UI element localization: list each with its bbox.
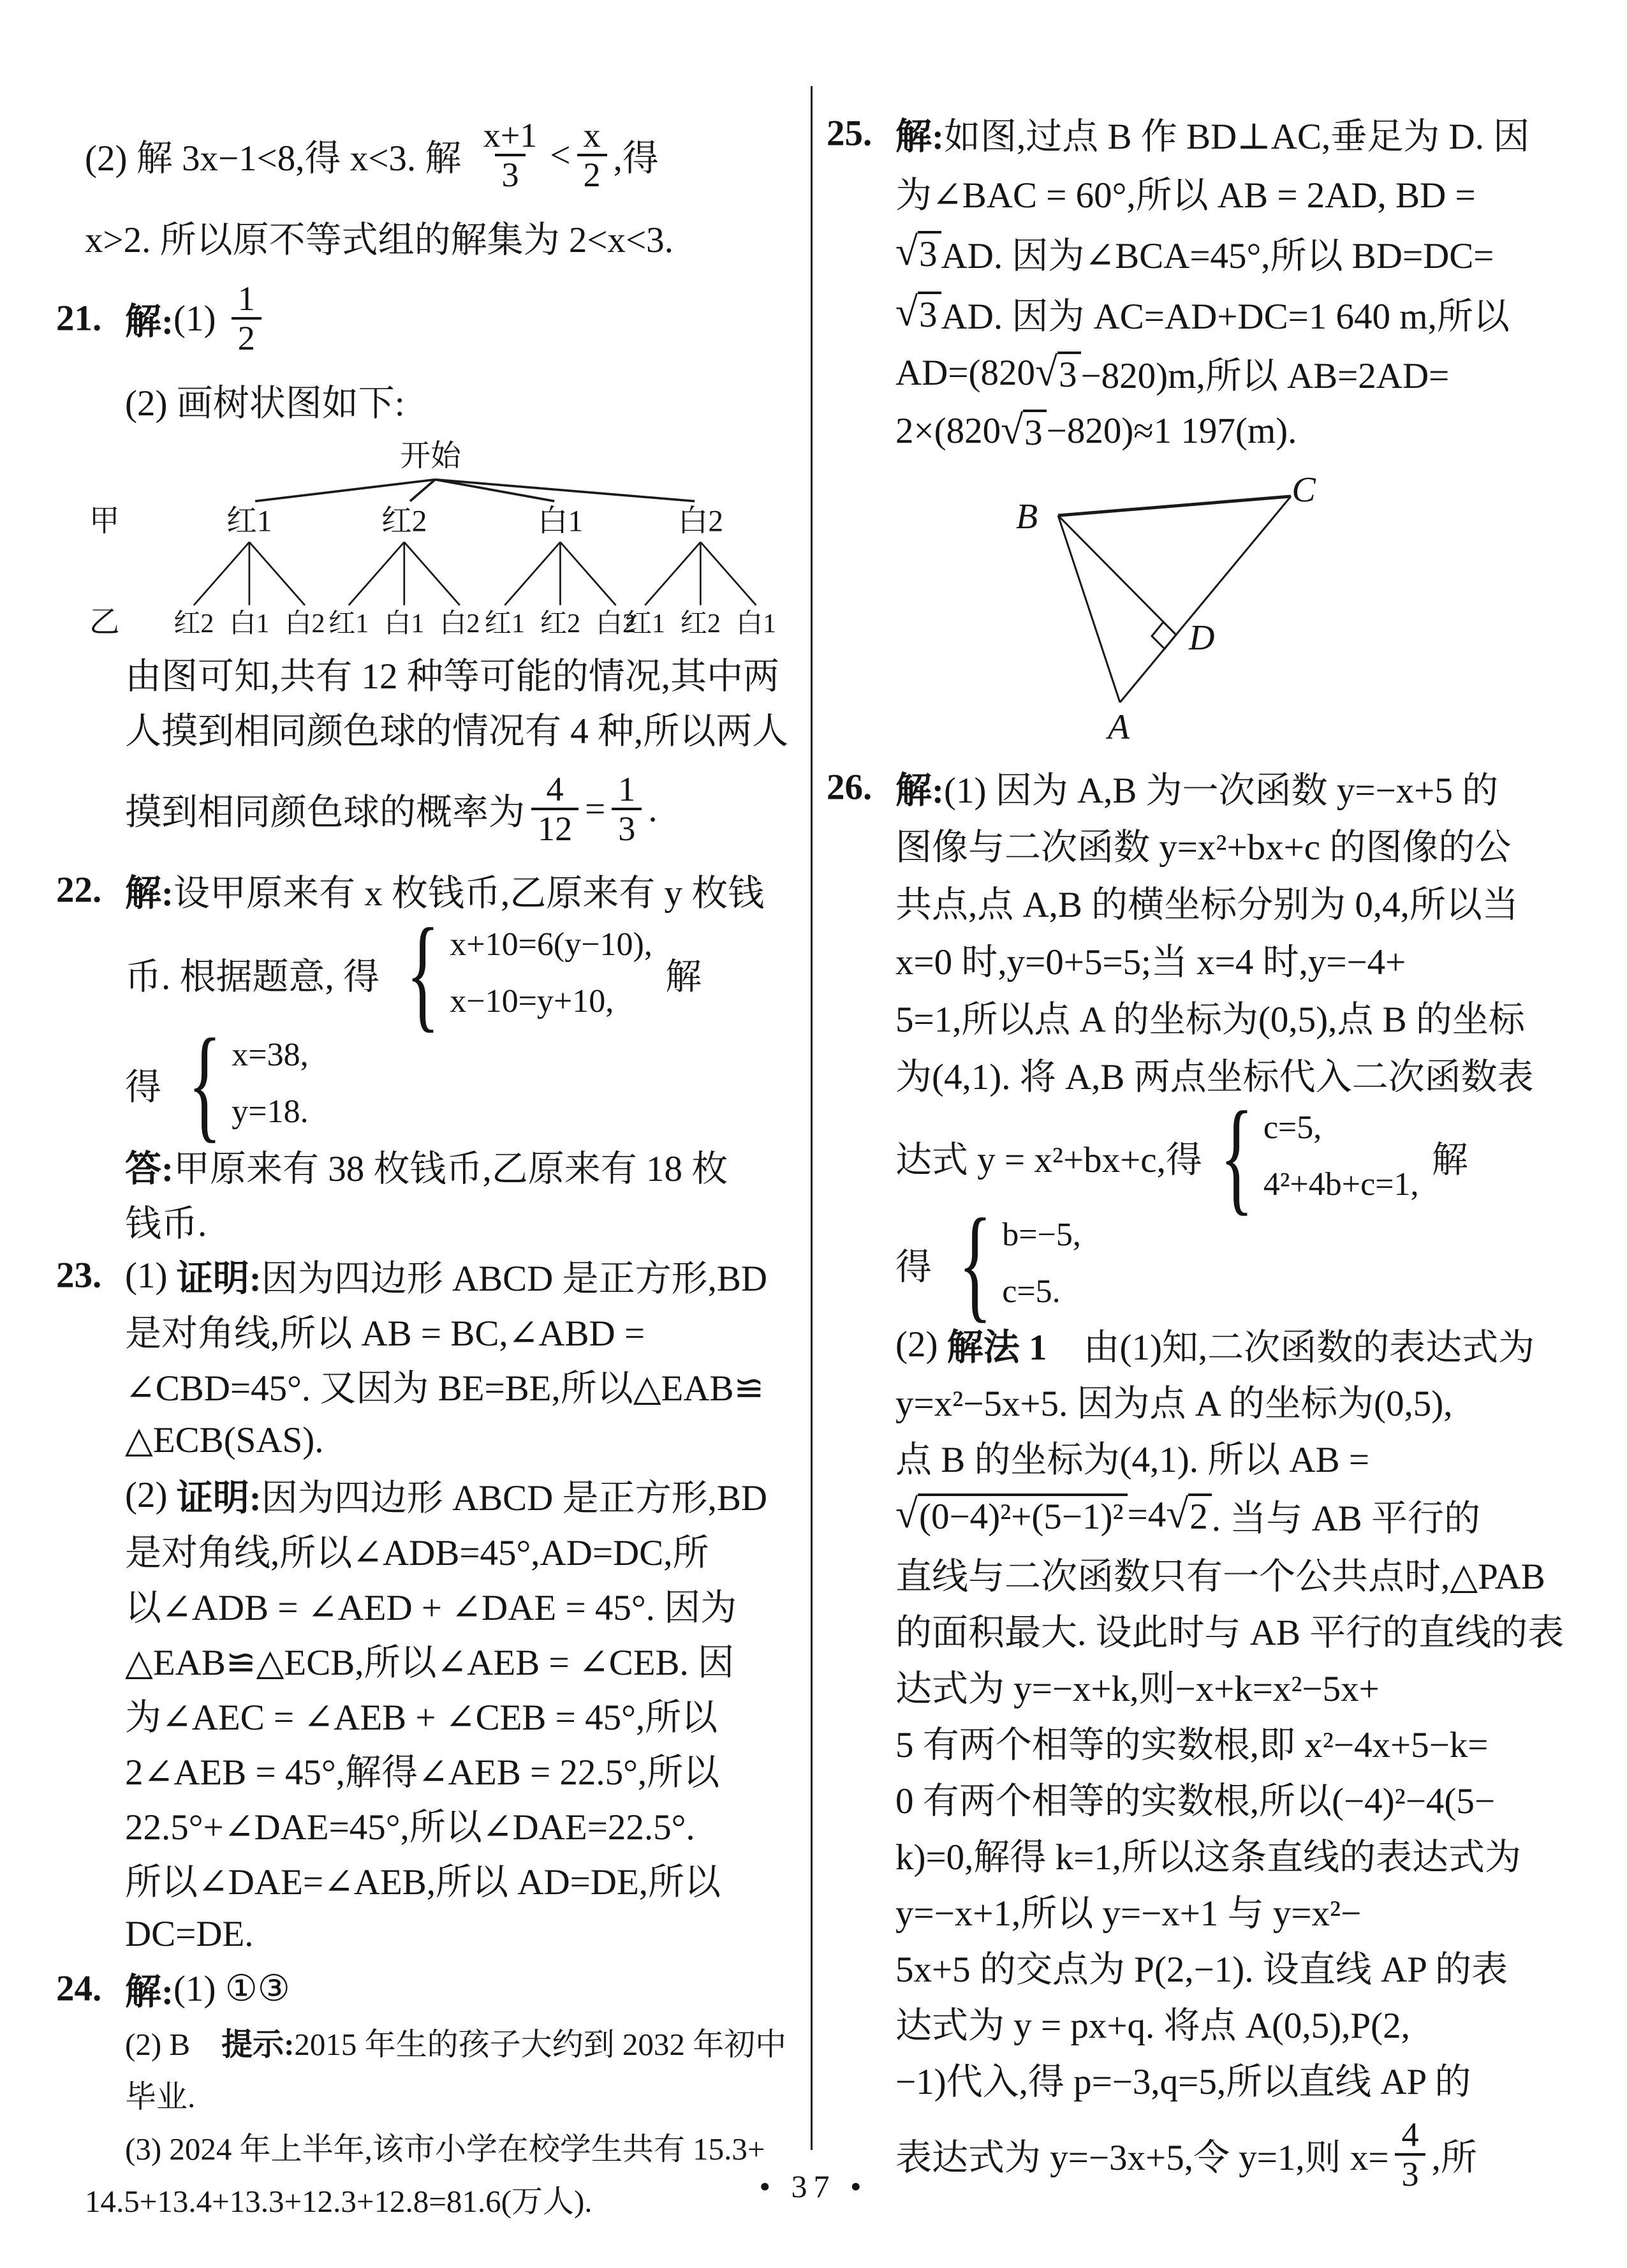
line-content [125, 1194, 207, 1247]
line-content [895, 346, 1449, 399]
text-run: (1) ①③ [173, 1969, 290, 2009]
line-content [125, 864, 764, 916]
line-content [895, 1547, 1545, 1599]
line-content [125, 903, 702, 1044]
text-line [56, 1906, 797, 1961]
equation-row: y=18. [232, 1093, 309, 1130]
curly-brace: { [1219, 1086, 1254, 1227]
bold-label: 解: [125, 1972, 173, 2012]
column-divider [811, 86, 813, 2150]
item-number: 26. [827, 767, 872, 808]
text-line [56, 1193, 797, 1248]
text-line [56, 209, 797, 264]
radicand: (0−4)²+(5−1)² [918, 1493, 1128, 1536]
text-run: 是对角线,所以∠ADB=45°,AD=DC,所 [125, 1533, 709, 1573]
text-run: 表达式为 y=−3x+5,令 y=1,则 x= [895, 2138, 1389, 2178]
svg-text:红2: 红2 [540, 608, 581, 639]
text-line [56, 373, 797, 427]
bold-label: 解: [895, 117, 944, 157]
text-run: x=0 时,y=0+5=5;当 x=4 时,y=−4+ [895, 942, 1406, 982]
bold-label: 证明: [176, 1478, 261, 1518]
text-run: 0 有两个相等的实数根,所以(−4)²−4(5− [895, 1781, 1495, 1821]
radical-sign: √ [1034, 348, 1057, 394]
radical-sign: √ [1001, 406, 1024, 452]
fraction-denominator: 3 [495, 154, 525, 193]
line-content [125, 1359, 764, 1411]
text-line [827, 283, 1574, 343]
text-run: 达式为 y = px+q. 将点 A(0,5),P(2, [895, 2006, 1410, 2046]
text-run: 所以∠DAE=∠AEB,所以 AD=DE,所以 [125, 1862, 721, 1902]
text-line [56, 646, 797, 700]
text-run: DC=DE. [125, 1913, 254, 1954]
text-run: ,所 [1431, 2138, 1477, 2178]
svg-text:白1: 白1 [229, 608, 270, 639]
text-run: 因为四边形 ABCD 是正方形,BD [261, 1478, 767, 1518]
text-line [56, 2068, 797, 2121]
square-root [1034, 348, 1081, 395]
text-line [56, 1138, 797, 1193]
text-run: y=x²−5x+5. 因为点 A 的坐标为(0,5), [895, 1384, 1453, 1424]
text-line [56, 264, 797, 373]
bold-label: 解: [895, 771, 944, 811]
fraction-denominator: 2 [232, 317, 261, 357]
line-content [895, 761, 1498, 813]
text-run: 达式为 y=−x+k,则−x+k=x²−5x+ [895, 1669, 1380, 1709]
text-run: 5 有两个相等的实数根,即 x²−4x+5−k= [895, 1725, 1489, 1765]
text-run: 为∠BAC = 60°,所以 AB = 2AD, BD = [895, 175, 1476, 216]
text-line [827, 988, 1574, 1045]
svg-text:B: B [1015, 497, 1038, 537]
text-run: 币. 根据题意, 得 [125, 957, 389, 997]
text-run: 人摸到相同颜色球的情况有 4 种,所以两人 [125, 711, 789, 752]
text-run: 设甲原来有 x 枚钱币,乙原来有 y 枚钱 [173, 873, 765, 914]
text-line [827, 1316, 1574, 1372]
line-content [85, 117, 659, 194]
text-line [827, 815, 1574, 873]
text-run: (3) 2024 年上半年,该市小学在校学生共有 15.3+ [125, 2131, 765, 2167]
text-run: 是对角线,所以 AB = BC,∠ABD = [125, 1314, 645, 1354]
line-content [895, 990, 1525, 1042]
text-run: 解 [656, 957, 702, 997]
line-content [895, 2052, 1471, 2105]
square-root [895, 289, 941, 336]
equation-row: x=38, [232, 1037, 309, 1074]
text-line [56, 1687, 797, 1742]
text-run: 毕业. [125, 2079, 196, 2114]
triangle-diagram [827, 459, 1574, 759]
text-run: . 当与 AB 平行的 [1211, 1498, 1480, 1539]
text-line [827, 1192, 1574, 1334]
fraction-numerator: 4 [1401, 2115, 1419, 2154]
line-content [125, 2072, 195, 2117]
equation-rows [1263, 1111, 1419, 1202]
right-column [827, 105, 1574, 2202]
svg-text:白2: 白2 [439, 608, 480, 639]
curly-brace: { [406, 903, 440, 1044]
svg-text:白1: 白1 [384, 608, 425, 639]
radical-sign: √ [895, 1491, 918, 1537]
text-line [827, 873, 1574, 930]
line-content [125, 280, 268, 357]
line-content [895, 1716, 1488, 1768]
svg-text:红1: 红1 [484, 608, 525, 639]
item-number: 23. [56, 1255, 102, 1296]
fraction [232, 280, 261, 357]
text-line [827, 402, 1574, 459]
line-content [895, 1048, 1534, 1100]
line-content [85, 211, 674, 263]
item-number: 22. [56, 870, 102, 910]
text-run: (2) B [125, 2027, 222, 2062]
text-run: 解 [1422, 1140, 1468, 1180]
svg-text:红2: 红2 [381, 505, 427, 538]
line-content [125, 374, 405, 426]
line-content [895, 1430, 1369, 1483]
line-content [895, 1940, 1508, 1992]
square-root [895, 1493, 1128, 1536]
page-number: • 37 • [759, 2168, 868, 2204]
item-number: 21. [56, 298, 102, 339]
text-run: 钱币. [125, 1204, 207, 1244]
text-line [827, 1882, 1574, 1938]
line-content [125, 1962, 290, 2015]
line-content [125, 2124, 765, 2169]
line-content [895, 818, 1511, 870]
svg-text:红2: 红2 [680, 608, 721, 639]
radicand: 2 [1188, 1493, 1212, 1536]
svg-text:白2: 白2 [595, 608, 637, 639]
fraction-denominator: 2 [577, 154, 607, 193]
line-content [125, 1798, 695, 1850]
fraction-numerator: 4 [546, 769, 564, 808]
svg-text:白1: 白1 [735, 608, 777, 639]
fraction-numerator: x [583, 115, 601, 154]
text-run: 的面积最大. 设此时与 AB 平行的直线的表 [895, 1613, 1564, 1653]
text-line [827, 1545, 1574, 1601]
text-run: (2) 画树状图如下: [125, 383, 405, 424]
svg-text:白2: 白2 [677, 505, 724, 538]
text-run: (2) 解 3x−1<8,得 x<3. 解 [85, 138, 471, 179]
item-number: 24. [56, 1968, 102, 2009]
text-run: y=−x+1,所以 y=−x+1 与 y=x²− [895, 1894, 1362, 1934]
left-column [56, 101, 797, 2225]
radical-sign: √ [1166, 1491, 1189, 1537]
svg-text:乙: 乙 [89, 605, 120, 639]
text-run: 由(1)知,二次函数的表达式为 [1047, 1328, 1535, 1368]
text-line [56, 1358, 797, 1412]
text-line [56, 1522, 797, 1577]
line-content [895, 1828, 1521, 1880]
text-run: 以∠ADB = ∠AED + ∠DAE = 45°. 因为 [125, 1588, 737, 1628]
text-line [827, 1045, 1574, 1102]
svg-text:白2: 白2 [284, 608, 325, 639]
text-run: −1)代入,得 p=−3,q=5,所以直线 AP 的 [895, 2062, 1471, 2102]
equation-rows [450, 928, 652, 1019]
radicand: 3 [1023, 410, 1047, 452]
bold-label: 解法 1 [946, 1328, 1047, 1368]
bold-label: 答: [125, 1149, 173, 1189]
curly-brace: { [188, 1013, 222, 1154]
text-run: 摸到相同颜色球的概率为 [125, 792, 525, 833]
line-content [125, 1913, 254, 1955]
text-run: (1) 因为 A,B 为一次函数 y=−x+5 的 [943, 771, 1499, 811]
text-line [827, 1428, 1574, 1485]
line-content [125, 1249, 767, 1301]
text-line [56, 700, 797, 755]
svg-text:红1: 红1 [624, 608, 665, 639]
text-line [56, 1961, 797, 2016]
text-run: (1) [125, 1255, 177, 1296]
text-run: = [585, 789, 606, 829]
svg-text:红1: 红1 [328, 608, 369, 639]
text-run: 图像与二次函数 y=x²+bx+c 的图像的公 [895, 827, 1512, 868]
fraction-numerator: x+1 [483, 115, 538, 154]
line-content [895, 226, 1494, 279]
text-run: 2015 年生的孩子大约到 2032 年初中 [294, 2027, 787, 2062]
text-run: (2) [895, 1324, 947, 1365]
text-line [827, 222, 1574, 283]
text-line [827, 343, 1574, 402]
line-content [895, 1884, 1361, 1936]
equation-row: x+10=6(y−10), [450, 926, 652, 963]
equation-rows [1002, 1218, 1081, 1309]
text-line [56, 1412, 797, 1467]
text-line [827, 1601, 1574, 1657]
radicand: 3 [918, 231, 941, 274]
radicand: 3 [1057, 352, 1081, 394]
text-run: 得 [895, 1247, 941, 1287]
equation-row: x−10=y+10, [450, 983, 614, 1019]
text-line [827, 105, 1574, 161]
fraction [612, 771, 642, 848]
text-run: ,得 [613, 138, 659, 179]
line-content [125, 1578, 737, 1631]
text-run: 如图,过点 B 作 BD⊥AC,垂足为 D. 因 [943, 117, 1530, 157]
text-line [56, 1742, 797, 1797]
line-content [125, 1469, 767, 1521]
text-run: (1) [173, 298, 225, 339]
text-line [56, 2121, 797, 2173]
line-content [895, 1489, 1480, 1541]
line-content [895, 875, 1519, 928]
line-content [125, 1419, 323, 1461]
text-run: 直线与二次函数只有一个公共点时,△PAB [895, 1557, 1545, 1597]
line-content [895, 406, 1297, 453]
text-line [56, 1851, 797, 1906]
line-content [125, 647, 779, 699]
line-content [125, 1523, 709, 1576]
line-content [125, 2020, 786, 2064]
svg-text:C: C [1292, 470, 1316, 510]
text-run: (2) [125, 1474, 177, 1515]
svg-text:甲: 甲 [89, 505, 120, 538]
text-line [827, 1086, 1574, 1227]
fraction-numerator: 1 [618, 769, 636, 808]
line-content [895, 1659, 1380, 1712]
text-run: 5=1,所以点 A 的坐标为(0,5),点 B 的坐标 [895, 1000, 1525, 1040]
svg-text:开始: 开始 [400, 440, 461, 473]
text-run: 14.5+13.4+13.3+12.3+12.8=81.6(万人). [85, 2184, 593, 2219]
text-run: 得 [125, 1067, 171, 1108]
radicand: 3 [918, 292, 941, 334]
equation-system [1206, 1086, 1419, 1227]
fraction-numerator: 1 [237, 279, 255, 318]
line-content [125, 1688, 718, 1740]
line-content [895, 1374, 1453, 1427]
text-run: △EAB≌△ECB,所以∠AEB = ∠CEB. 因 [125, 1643, 735, 1683]
text-line [56, 1248, 797, 1303]
line-content [895, 1996, 1410, 2049]
text-line [827, 1714, 1574, 1770]
line-content [895, 107, 1529, 159]
text-line [827, 930, 1574, 988]
line-content [125, 702, 788, 754]
text-line [827, 1372, 1574, 1428]
text-line [56, 903, 797, 1044]
text-line [56, 1303, 797, 1358]
line-content [895, 1318, 1535, 1370]
radical-sign: √ [895, 289, 918, 335]
line-content [125, 1743, 719, 1795]
line-content [895, 166, 1476, 218]
equation-system [174, 1013, 309, 1154]
text-line [827, 1657, 1574, 1714]
bold-label: 提示: [221, 2027, 295, 2062]
text-run: −820)≈1 197(m). [1046, 410, 1297, 451]
text-line [56, 101, 797, 209]
bold-label: 解: [125, 873, 173, 914]
equation-row: 4²+4b+c=1, [1263, 1166, 1419, 1203]
svg-text:红1: 红1 [226, 505, 272, 538]
line-content [125, 1013, 313, 1154]
text-run: −820)m,所以 AB=2AD= [1080, 356, 1450, 396]
text-line [56, 1577, 797, 1632]
radical-sign: √ [895, 228, 918, 274]
svg-text:白1: 白1 [537, 505, 584, 538]
text-run: 为∠AEC = ∠AEB + ∠CEB = 45°,所以 [125, 1698, 718, 1738]
text-line [56, 1013, 797, 1154]
text-run: k)=0,解得 k=1,所以这条直线的表达式为 [895, 1837, 1522, 1878]
fraction-denominator: 3 [1395, 2153, 1425, 2193]
line-content [895, 1603, 1564, 1656]
text-run: 为(4,1). 将 A,B 两点坐标代入二次函数表 [895, 1057, 1534, 1097]
text-run: =4 [1127, 1495, 1167, 1535]
text-run: 点 B 的坐标为(4,1). 所以 AB = [895, 1440, 1370, 1480]
text-line [56, 2016, 797, 2068]
text-line [827, 1994, 1574, 2050]
square-root [1001, 406, 1047, 453]
text-line [56, 1797, 797, 1851]
svg-text:A: A [1107, 708, 1130, 747]
line-content [895, 287, 1510, 339]
equation-system [392, 903, 652, 1044]
text-line [56, 1467, 797, 1522]
equation-row: c=5. [1002, 1273, 1061, 1310]
bold-label: 证明: [176, 1259, 261, 1299]
svg-text:红2: 红2 [173, 608, 214, 639]
equation-row: c=5, [1263, 1109, 1322, 1146]
text-run: 因为四边形 ABCD 是正方形,BD [261, 1259, 767, 1299]
text-run: 2∠AEB = 45°,解得∠AEB = 22.5°,所以 [125, 1753, 720, 1793]
text-line [827, 1938, 1574, 1994]
line-content [125, 1304, 645, 1356]
text-run: △ECB(SAS). [125, 1420, 324, 1460]
text-run: ∠CBD=45°. 又因为 BE=BE,所以△EAB≌ [125, 1368, 765, 1409]
fraction [531, 771, 578, 848]
text-run: 达式 y = x²+bx+c,得 [895, 1140, 1202, 1180]
equation-rows [232, 1038, 308, 1129]
text-line [56, 755, 797, 863]
text-line [827, 1485, 1574, 1545]
fraction [577, 117, 607, 194]
curly-brace: { [958, 1192, 992, 1334]
line-content [125, 1853, 721, 1905]
square-root [1166, 1493, 1212, 1536]
fraction-denominator: 3 [612, 808, 642, 847]
text-run: 由图可知,共有 12 种等可能的情况,其中两 [125, 656, 779, 697]
bold-label: 解: [125, 302, 173, 342]
text-run: AD. 因为∠BCA=45°,所以 BD=DC= [941, 235, 1494, 276]
line-content [125, 771, 658, 848]
text-run: 2×(820 [895, 410, 1001, 451]
text-run: AD. 因为 AC=AD+DC=1 640 m,所以 [941, 296, 1510, 337]
line-content [895, 933, 1406, 985]
item-number: 25. [827, 113, 872, 154]
square-root [895, 228, 941, 275]
text-line [827, 2050, 1574, 2107]
tree-diagram [56, 427, 797, 646]
line-content [895, 1772, 1495, 1824]
fraction-denominator: 12 [531, 808, 578, 847]
text-line [56, 1632, 797, 1687]
text-line [827, 1826, 1574, 1882]
svg-text:D: D [1189, 618, 1215, 658]
text-run: < [550, 135, 571, 175]
fraction [477, 117, 544, 194]
line-content [125, 1633, 734, 1686]
text-run: . [648, 789, 658, 829]
text-run: 5x+5 的交点为 P(2,−1). 设直线 AP 的表 [895, 1950, 1508, 1990]
line-content [895, 1192, 1085, 1334]
text-line [827, 161, 1574, 222]
text-run: 共点,点 A,B 的横坐标分别为 0,4,所以当 [895, 885, 1519, 925]
equation-system [945, 1192, 1081, 1334]
text-run: 甲原来有 38 枚钱币,乙原来有 18 枚 [173, 1149, 728, 1189]
text-run: x>2. 所以原不等式组的解集为 2<x<3. [85, 220, 674, 260]
text-line [827, 759, 1574, 815]
text-line [827, 1770, 1574, 1826]
text-run: AD=(820 [895, 352, 1035, 393]
text-run: 22.5°+∠DAE=45°,所以∠DAE=22.5°. [125, 1807, 695, 1848]
line-content [125, 1139, 728, 1192]
equation-row: b=−5, [1002, 1216, 1081, 1253]
